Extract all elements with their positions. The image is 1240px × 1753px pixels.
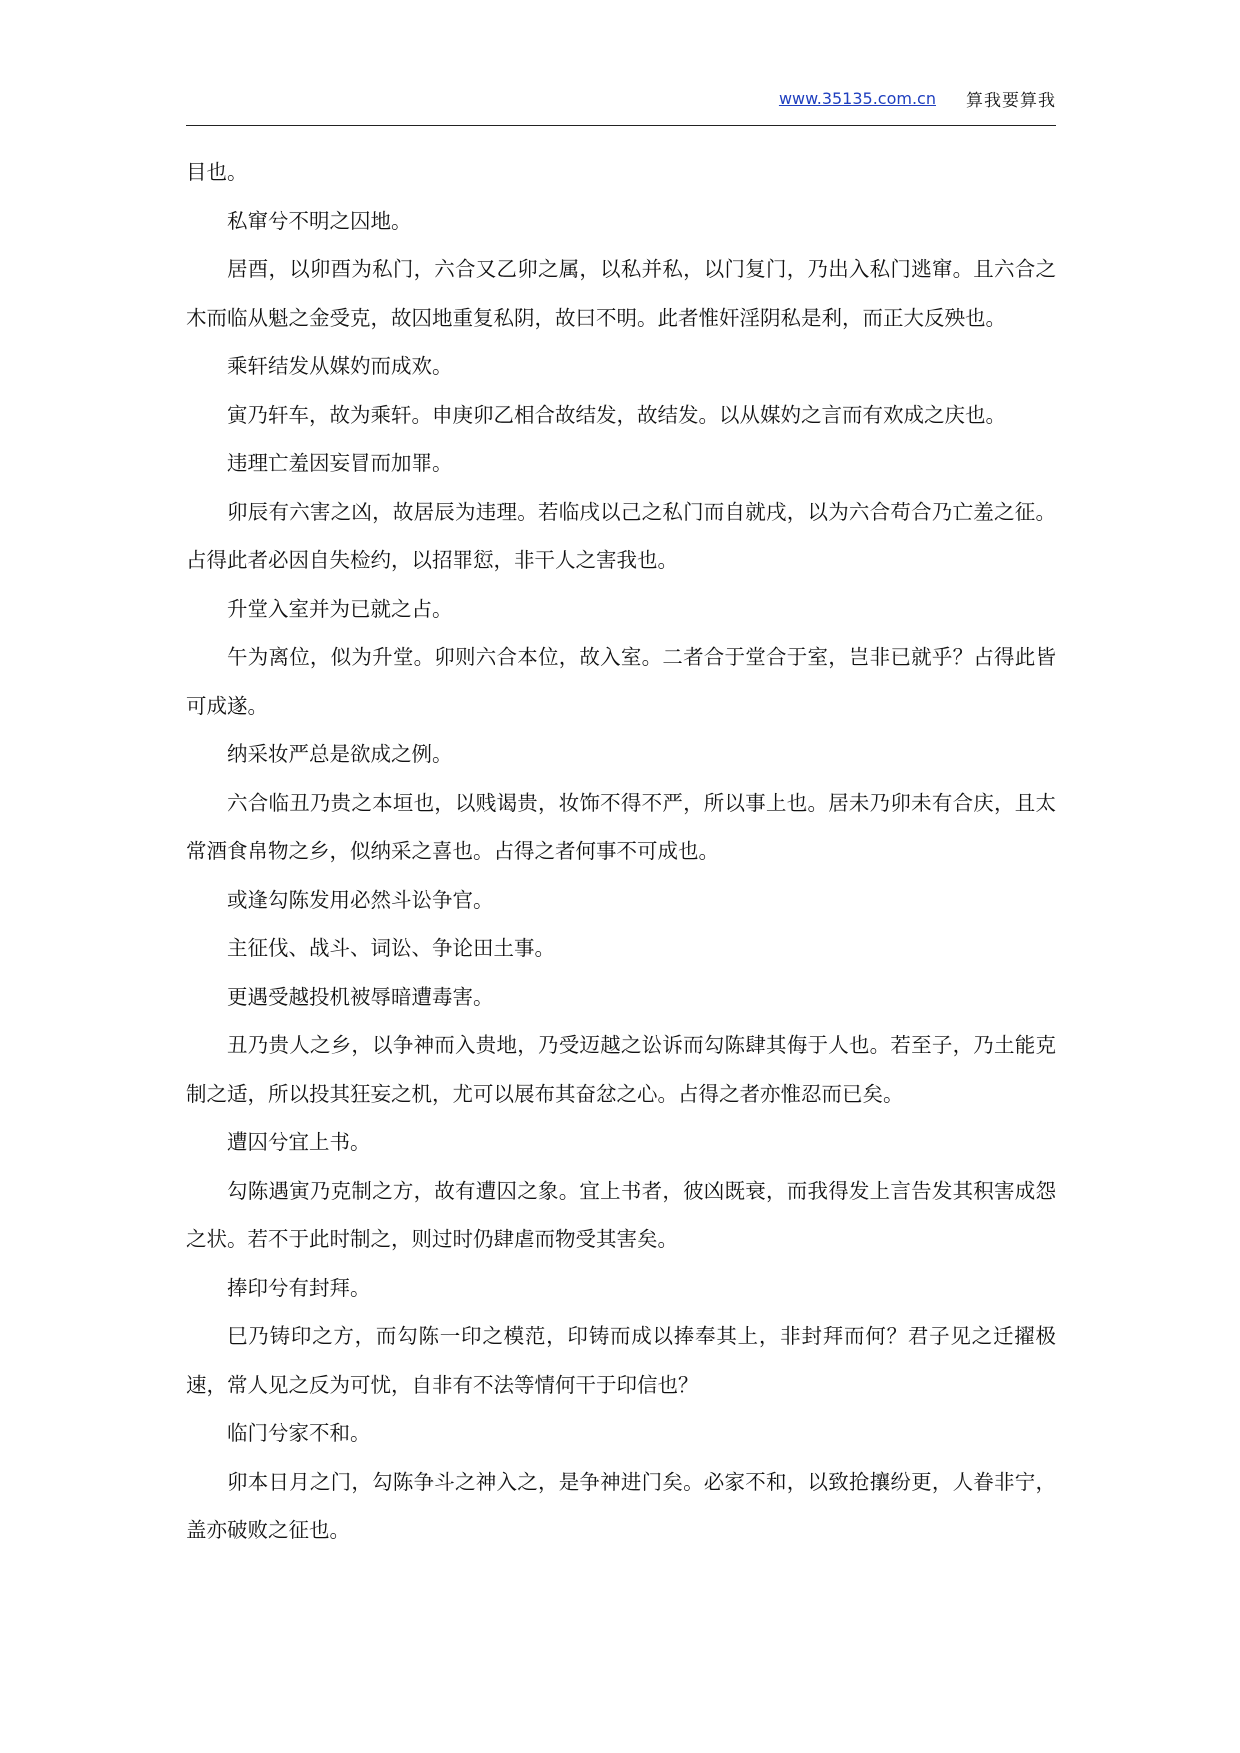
header-divider (186, 125, 1056, 126)
commentary-paragraph: 午为离位，似为升堂。卯则六合本位，故入室。二者合于堂合于室，岂非已就乎？占得此皆可成遂。 (186, 645, 1056, 718)
paragraph: 目也。 (186, 160, 248, 184)
commentary-paragraph: 卯辰有六害之凶，故居辰为违理。若临戌以己之私门而自就戌，以为六合苟合乃亡羞之征。占得此者必因自失检约，以招罪愆，非干人之害我也。 (186, 499, 1056, 572)
verse-line: 纳采妆严总是欲成之例。 (227, 742, 453, 766)
verse-line: 或逢勾陈发用必然斗讼争官。 (227, 887, 494, 912)
verse-line: 更遇受越投机被辱暗遭毒害。 (227, 984, 494, 1009)
commentary-paragraph: 居酉，以卯酉为私门，六合又乙卯之属，以私并私，以门复门，乃出入私门逃窜。且六合之木而临从魁之金受克，故囚地重复私阴，故曰不明。此者惟奸淫阴私是利，而正大反殃也。 (186, 257, 1056, 330)
verse-line: 违理亡羞因妄冒而加罪。 (227, 451, 453, 475)
commentary-paragraph: 勾陈遇寅乃克制之方，故有遭囚之象。宜上书者，彼凶既衰，而我得发上言告发其积害成怨之状。若不于此时制之，则过时仍肆虐而物受其害矣。 (186, 1178, 1056, 1251)
commentary-paragraph: 六合临丑乃贵之本垣也，以贱谒贵，妆饰不得不严，所以事上也。居未乃卯未有合庆，且太常酒食帛物之乡，似纳采之喜也。占得之者何事不可成也。 (186, 790, 1056, 863)
header-tagline: 算我要算我 (966, 90, 1056, 111)
verse-line: 临门兮家不和。 (227, 1421, 371, 1445)
commentary-paragraph: 巳乃铸印之方，而勾陈一印之模范，印铸而成以捧奉其上，非封拜而何？君子见之迁擢极速，常人见之反为可忧，自非有不法等情何干于印信也？ (186, 1324, 1056, 1397)
verse-line: 捧印兮有封拜。 (227, 1275, 371, 1300)
commentary-paragraph: 丑乃贵人之乡，以争神而入贵地，乃受迈越之讼诉而勾陈肆其侮于人也。若至子，乃土能克制之适，所以投其狂妄之机，尤可以展布其奋忿之心。占得之者亦惟忍而已矣。 (186, 1033, 1056, 1106)
page-header (186, 84, 1056, 112)
verse-line: 升堂入室并为已就之占。 (227, 596, 453, 621)
commentary-paragraph: 寅乃轩车，故为乘轩。申庚卯乙相合故结发，故结发。以从媒妁之言而有欢成之庆也。 (227, 402, 1006, 427)
verse-line: 乘轩结发从媒妁而成欢。 (227, 354, 453, 378)
verse-line: 私窜兮不明之囚地。 (227, 208, 412, 233)
body-text (186, 148, 1056, 1555)
website-link[interactable]: www.35135.com.cn (778, 88, 936, 108)
commentary-paragraph: 主征伐、战斗、词讼、争论田土事。 (227, 936, 555, 960)
verse-line: 遭囚兮宜上书。 (227, 1130, 371, 1154)
commentary-paragraph: 卯本日月之门，勾陈争斗之神入之，是争神进门矣。必家不和，以致抢攘纷更，人眷非宁，盖亦破败之征也。 (186, 1469, 1056, 1542)
